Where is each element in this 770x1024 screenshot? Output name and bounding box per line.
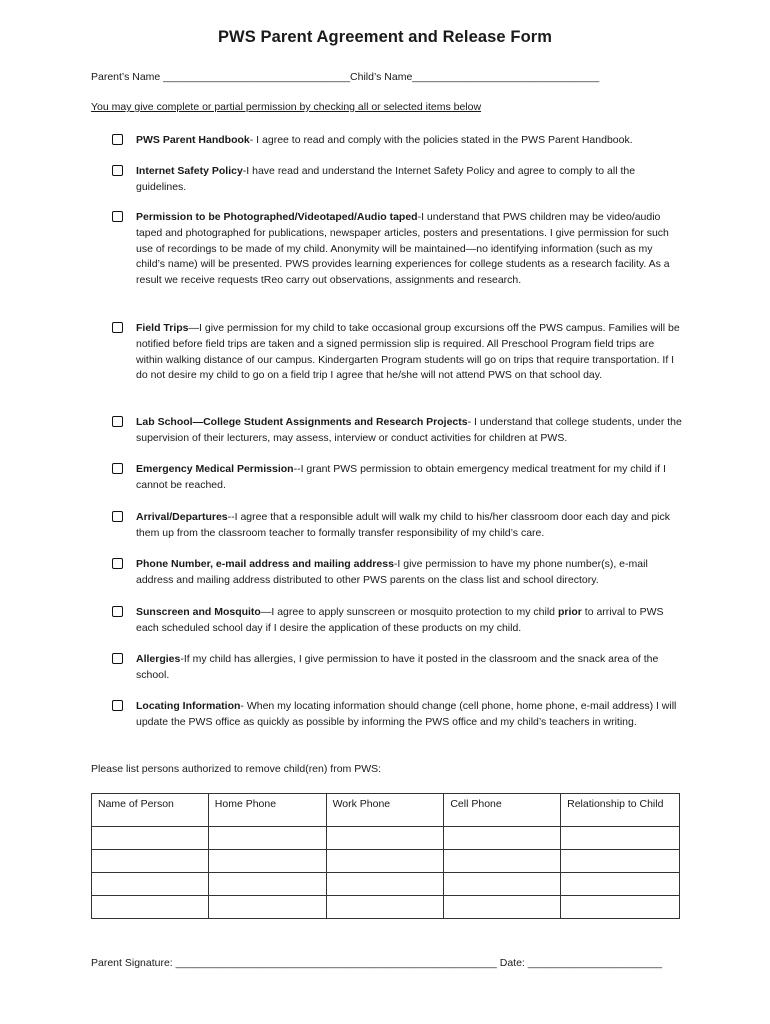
checkbox-lab-school[interactable] xyxy=(112,416,123,427)
table-cell[interactable] xyxy=(561,827,680,850)
permission-label: Arrival/Departures xyxy=(136,511,228,523)
table-cell[interactable] xyxy=(326,827,444,850)
table-cell[interactable] xyxy=(561,873,680,896)
permission-description: --I agree that a responsible adult will walk my child to his/her classroom door each day and pick them up from the classroom teacher to formally transfer responsibility of my child’s care. xyxy=(136,511,671,539)
permission-description: - I agree to read and comply with the policies stated in the PWS Parent Handbook. xyxy=(249,134,633,146)
permission-text xyxy=(136,133,684,149)
permission-text xyxy=(136,699,684,731)
checkbox-emergency-medical[interactable] xyxy=(112,463,123,474)
table-row xyxy=(92,850,680,873)
table-row xyxy=(92,827,680,850)
table-cell[interactable] xyxy=(208,873,326,896)
permission-label: Allergies xyxy=(136,653,181,665)
permission-description: —I agree to apply sunscreen or mosquito protection to my child xyxy=(260,606,558,618)
parent-child-name-line[interactable]: Parent’s Name ________________________________Child’s Name________________________________ xyxy=(91,71,600,83)
permission-text xyxy=(136,321,684,384)
column-header-name: Name of Person xyxy=(92,794,209,827)
permission-text xyxy=(136,210,684,289)
permission-description: —I give permission for my child to take occasional group excursions off the PWS campus. Families will be notified before field trips are taken and a signed permission slip is required. All Preschool Program field trips are within walking distance of our campus. Kindergarten Program students will go on trips that require transportation. If I do not desire my child to go on a field trip I agree that he/she will not attend PWS on that school day. xyxy=(136,322,680,382)
permission-text xyxy=(136,557,684,589)
permission-label: Sunscreen and Mosquito xyxy=(136,606,261,618)
permission-text xyxy=(136,652,684,684)
permission-text xyxy=(136,510,684,542)
table-cell[interactable] xyxy=(561,850,680,873)
checkbox-allergies[interactable] xyxy=(112,653,123,664)
column-header-home-phone: Home Phone xyxy=(208,794,326,827)
table-cell[interactable] xyxy=(92,873,209,896)
authorized-persons-table xyxy=(91,793,680,919)
column-header-relationship: Relationship to Child xyxy=(561,794,680,827)
permission-label: Phone Number, e-mail address and mailing address xyxy=(136,558,394,570)
permission-description: -If my child has allergies, I give permission to have it posted in the classroom and the snack area of the school. xyxy=(136,653,659,681)
signature-date-line[interactable]: Parent Signature: _______________________________________________________ Date: _______________________ xyxy=(91,957,663,969)
table-cell[interactable] xyxy=(444,850,561,873)
checkbox-internet-safety[interactable] xyxy=(112,165,123,176)
checkbox-arrival-departures[interactable] xyxy=(112,511,123,522)
authorized-persons-prompt: Please list persons authorized to remove child(ren) from PWS: xyxy=(91,763,382,775)
permission-label: Permission to be Photographed/Videotaped/Audio taped xyxy=(136,211,418,223)
permission-label: Lab School—College Student Assignments and Research Projects xyxy=(136,416,468,428)
checkbox-sunscreen[interactable] xyxy=(112,606,123,617)
checkbox-field-trips[interactable] xyxy=(112,322,123,333)
checkbox-contact-info[interactable] xyxy=(112,558,123,569)
table-cell[interactable] xyxy=(326,873,444,896)
permission-label: PWS Parent Handbook xyxy=(136,134,250,146)
table-row xyxy=(92,873,680,896)
permission-text xyxy=(136,605,684,637)
column-header-work-phone: Work Phone xyxy=(326,794,444,827)
checkbox-handbook[interactable] xyxy=(112,134,123,145)
table-cell[interactable] xyxy=(92,850,209,873)
table-header-row xyxy=(92,794,680,827)
permission-label: Locating Information xyxy=(136,700,241,712)
table-cell[interactable] xyxy=(208,827,326,850)
permission-description: -I give permission to have my phone number(s), e-mail address and mailing address distributed to other PWS parents on the class list and school directory. xyxy=(136,558,648,586)
checkbox-photographed[interactable] xyxy=(112,211,123,222)
table-cell[interactable] xyxy=(326,896,444,919)
permission-label: Emergency Medical Permission xyxy=(136,463,294,475)
permission-description: - I understand that college students, under the supervision of their lecturers, may assess, interview or conduct activities for children at PWS. xyxy=(136,416,682,444)
permission-text xyxy=(136,164,684,196)
table-cell[interactable] xyxy=(444,896,561,919)
form-title: PWS Parent Agreement and Release Form xyxy=(217,28,553,46)
permission-label: Field Trips xyxy=(136,322,189,334)
permission-description: --I grant PWS permission to obtain emergency medical treatment for my child if I cannot be reached. xyxy=(136,463,666,491)
table-cell[interactable] xyxy=(92,896,209,919)
table-cell[interactable] xyxy=(208,896,326,919)
table-row xyxy=(92,896,680,919)
table-cell[interactable] xyxy=(561,896,680,919)
table-cell[interactable] xyxy=(444,827,561,850)
permission-description: - When my locating information should change (cell phone, home phone, e-mail address) I will update the PWS office as quickly as possible by informing the PWS office and my child’s teachers in writing. xyxy=(136,700,677,728)
permission-description: -I understand that PWS children may be video/audio taped and photographed for publications, newspaper articles, posters and presentations. I give permission for such use of recordings to be made of my child. Anonymity will be maintained—no identifying information (such as my child’s name) will be presented. PWS provides learning experiences for college students as a research facility. As a result we receive requests tReo carry out observations, assignments and research. xyxy=(136,211,670,287)
table-cell[interactable] xyxy=(92,827,209,850)
permission-text xyxy=(136,462,684,494)
table-cell[interactable] xyxy=(326,850,444,873)
table-cell[interactable] xyxy=(444,873,561,896)
column-header-cell-phone: Cell Phone xyxy=(444,794,561,827)
checkbox-locating-info[interactable] xyxy=(112,700,123,711)
permission-instructions: You may give complete or partial permission by checking all or selected items below xyxy=(91,101,482,113)
table-cell[interactable] xyxy=(208,850,326,873)
permission-label: Internet Safety Policy xyxy=(136,165,243,177)
permission-description: to arrival to PWS each scheduled school day if I desire the application of these products on my child. xyxy=(136,606,664,634)
permission-text xyxy=(136,415,684,447)
permission-description: -I have read and understand the Internet Safety Policy and agree to comply to all the guidelines. xyxy=(136,165,636,193)
permission-emphasis: prior xyxy=(557,606,582,618)
